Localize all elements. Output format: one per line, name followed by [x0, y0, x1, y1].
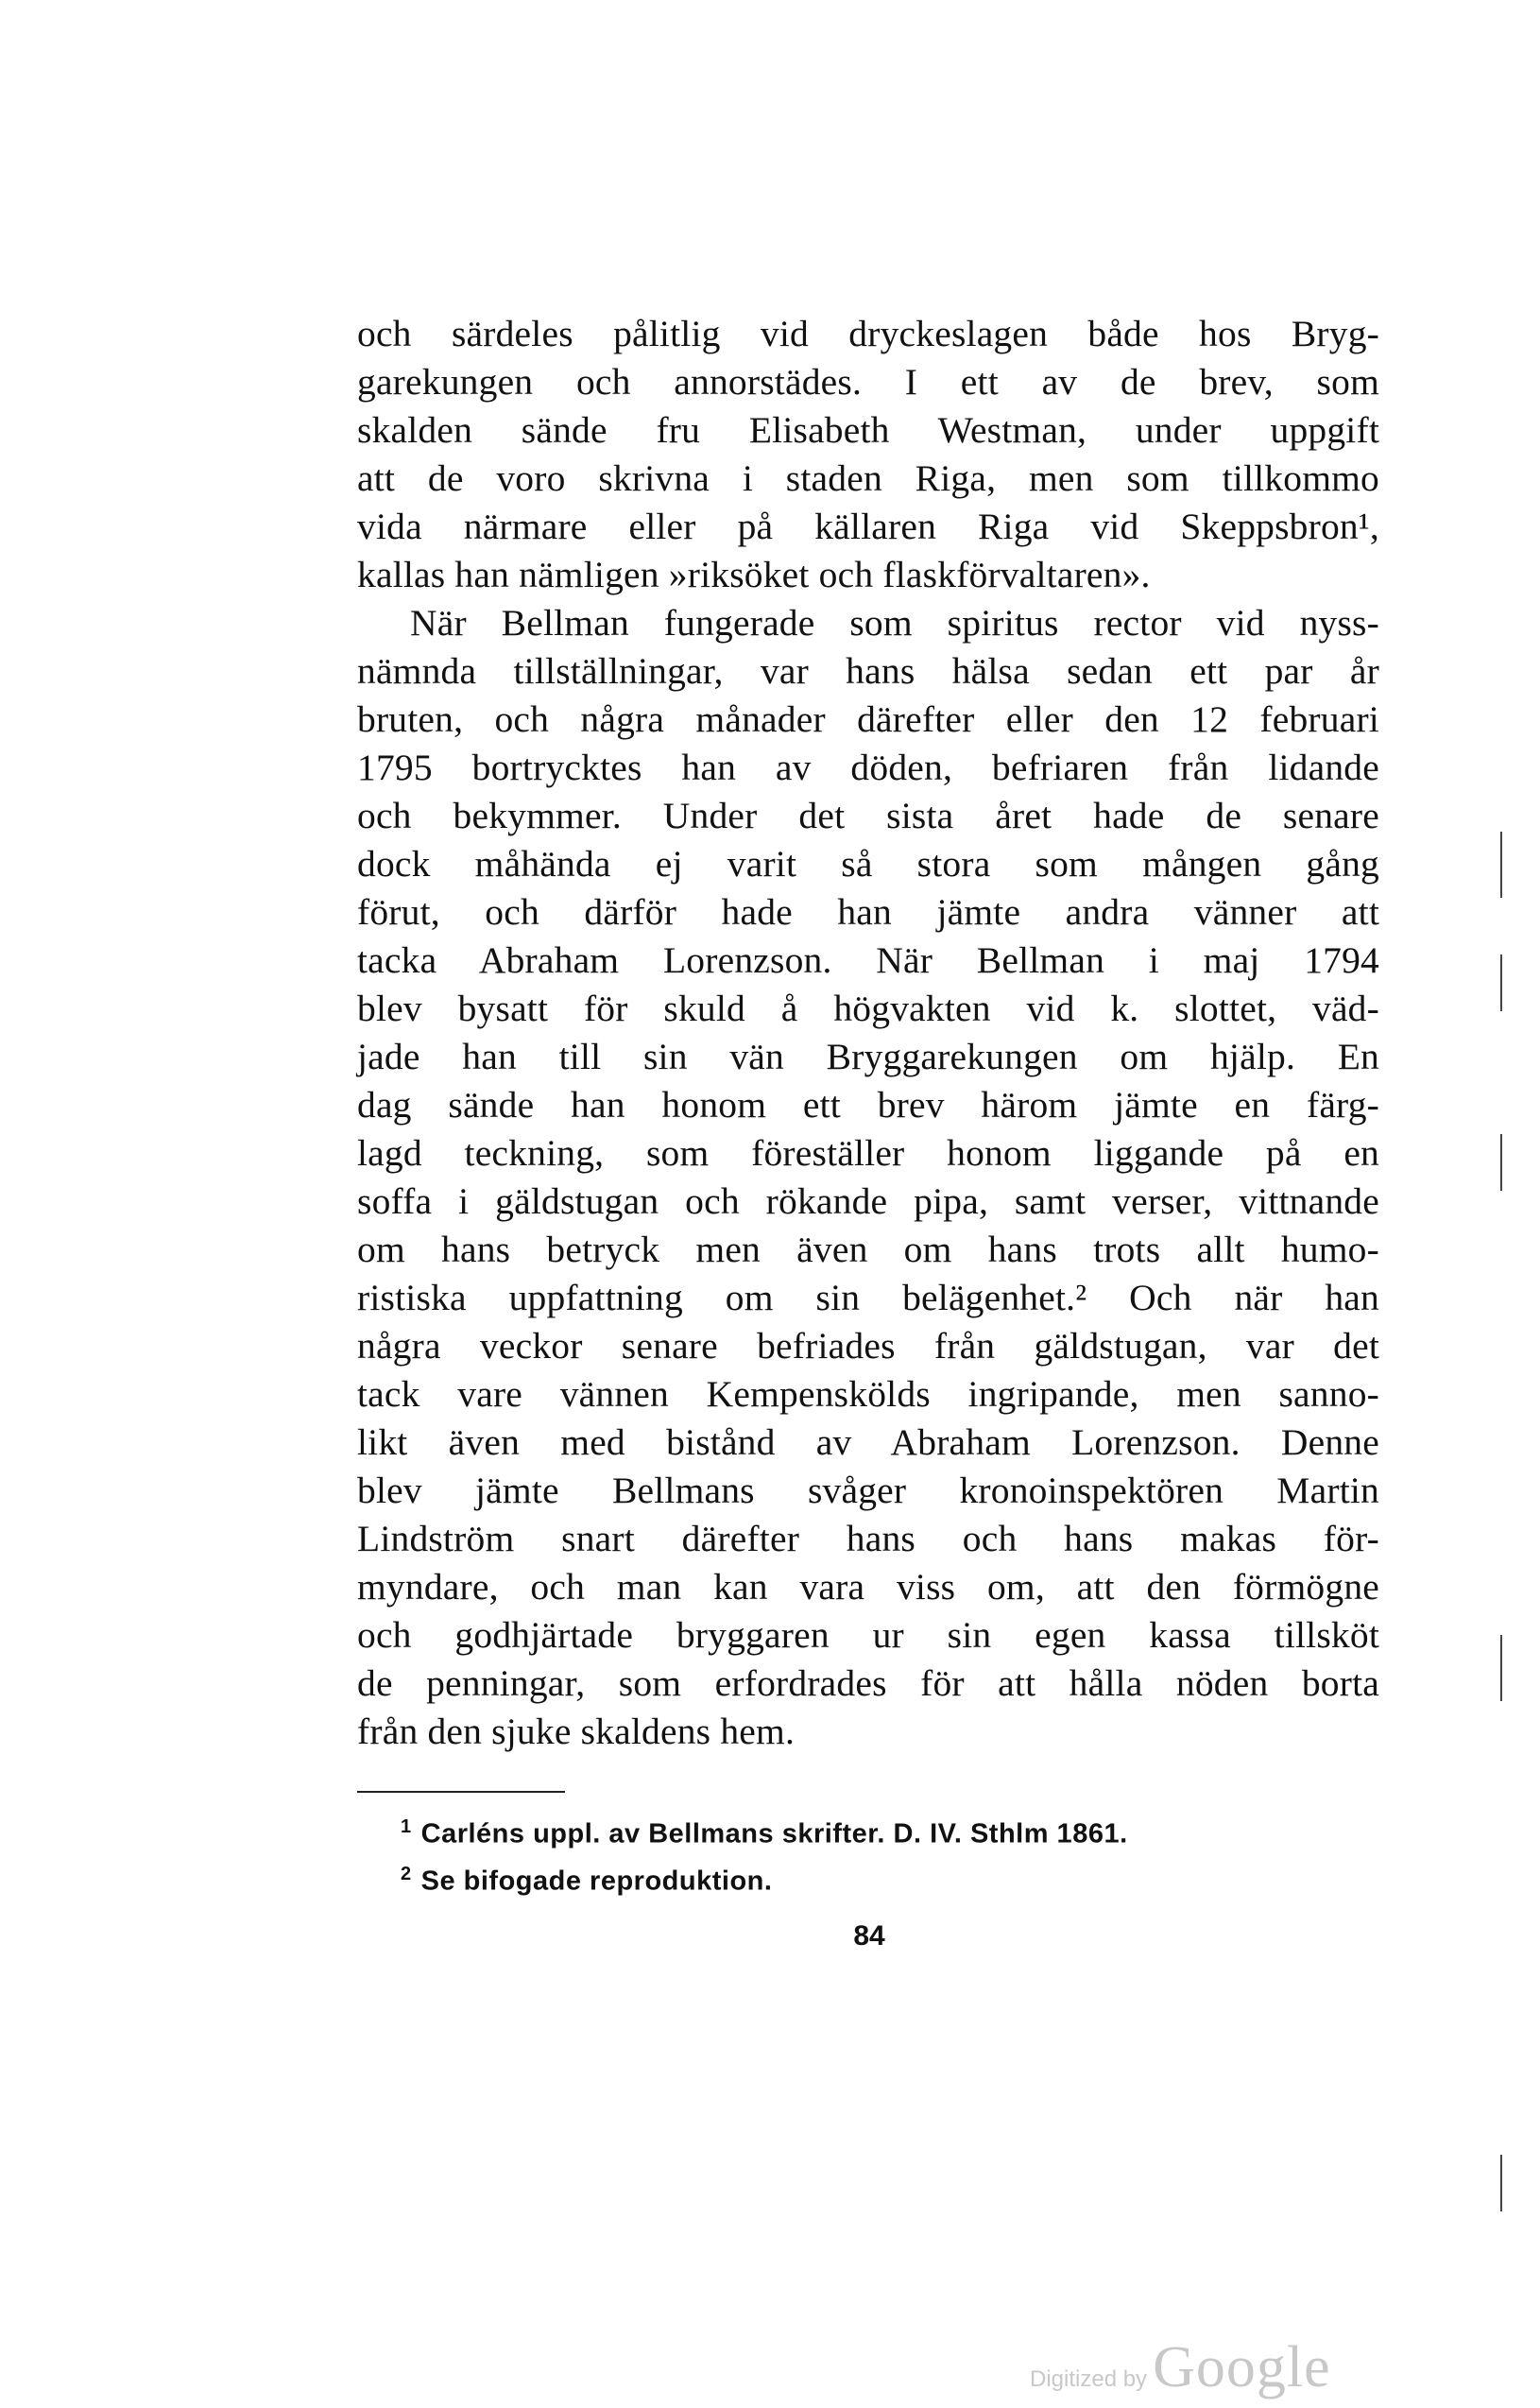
scan-edge-mark [1500, 1134, 1502, 1191]
text-line: de penningar, som erfordrades för att hålla nöden borta [357, 1662, 1379, 1704]
footnote-marker: 1 [401, 1816, 412, 1837]
text-line: soffa i gäldstugan och rökande pipa, samt verser, vittnande [357, 1180, 1379, 1222]
text-line: om hans betryck men även om hans trots allt humo- [357, 1229, 1379, 1270]
text-line: jade han till sin vän Bryggarekungen om hjälp. En [357, 1036, 1379, 1077]
scan-edge-mark [1500, 832, 1502, 898]
text-line: vida närmare eller på källaren Riga vid Skeppsbron¹, [357, 506, 1379, 547]
text-line: lagd teckning, som föreställer honom liggande på en [357, 1132, 1379, 1174]
watermark-prefix: Digitized by [1030, 2366, 1148, 2392]
watermark-brand: Google [1153, 2335, 1331, 2399]
text-line: några veckor senare befriades från gäldstugan, var det [357, 1325, 1379, 1367]
text-line: ristiska uppfattning om sin belägenhet.² Och när han [357, 1277, 1379, 1318]
body-text [357, 310, 1379, 1756]
scan-edge-mark [1500, 955, 1502, 1011]
text-line: Lindström snart därefter hans och hans makas för- [357, 1518, 1379, 1559]
text-line: förut, och därför hade han jämte andra vänner att [357, 891, 1379, 933]
text-line: tacka Abraham Lorenzson. När Bellman i maj 1794 [357, 939, 1379, 981]
text-line: att de voro skrivna i staden Riga, men som tillkommo [357, 457, 1379, 499]
scan-edge-mark [1500, 2155, 1502, 2211]
footnote-1 [401, 1803, 1364, 1850]
text-line: myndare, och man kan vara viss om, att den förmögne [357, 1566, 1379, 1608]
text-line: blev bysatt för skuld å högvakten vid k. slottet, väd- [357, 988, 1379, 1029]
footnote-text: Se bifogade reproduktion. [420, 1866, 773, 1897]
page-number: 84 [853, 1920, 885, 1952]
footnote-marker: 2 [401, 1864, 412, 1884]
text-line: dock måhända ej varit så stora som mången gång [357, 843, 1379, 885]
text-line: bruten, och några månader därefter eller den 12 februari [357, 698, 1379, 740]
text-line: dag sände han honom ett brev härom jämte en färg- [357, 1084, 1379, 1126]
text-line: från den sjuke skaldens hem. [357, 1711, 796, 1752]
text-line: kallas han nämligen »riksöket och flaskförvaltaren». [357, 554, 1151, 595]
footnotes [401, 1803, 1364, 1898]
text-line: blev jämte Bellmans svåger kronoinspektören Martin [357, 1470, 1379, 1511]
text-line: likt även med bistånd av Abraham Lorenzson. Denne [357, 1421, 1379, 1463]
text-line: nämnda tillställningar, var hans hälsa sedan ett par år [357, 650, 1379, 692]
text-line: tack vare vännen Kempenskölds ingripande, men sanno- [357, 1373, 1379, 1415]
scan-edge-mark [1500, 1635, 1502, 1701]
text-line: När Bellman fungerade som spiritus rector vid nyss- [410, 602, 1379, 644]
digitized-watermark [1030, 2334, 1331, 2400]
text-line: och godhjärtade bryggaren ur sin egen kassa tillsköt [357, 1614, 1379, 1656]
text-line: och bekymmer. Under det sista året hade de senare [357, 795, 1379, 836]
text-line: och särdeles pålitlig vid dryckeslagen både hos Bryg- [357, 313, 1379, 354]
text-line: 1795 bortrycktes han av döden, befriaren från lidande [357, 747, 1379, 788]
footnote-2 [401, 1850, 1364, 1898]
footnote-divider [357, 1791, 565, 1793]
text-line: garekungen och annorstädes. I ett av de brev, som [357, 361, 1379, 403]
text-line: skalden sände fru Elisabeth Westman, under uppgift [357, 409, 1379, 451]
footnote-text: Carléns uppl. av Bellmans skrifter. D. IV. Sthlm 1861. [420, 1818, 1128, 1849]
